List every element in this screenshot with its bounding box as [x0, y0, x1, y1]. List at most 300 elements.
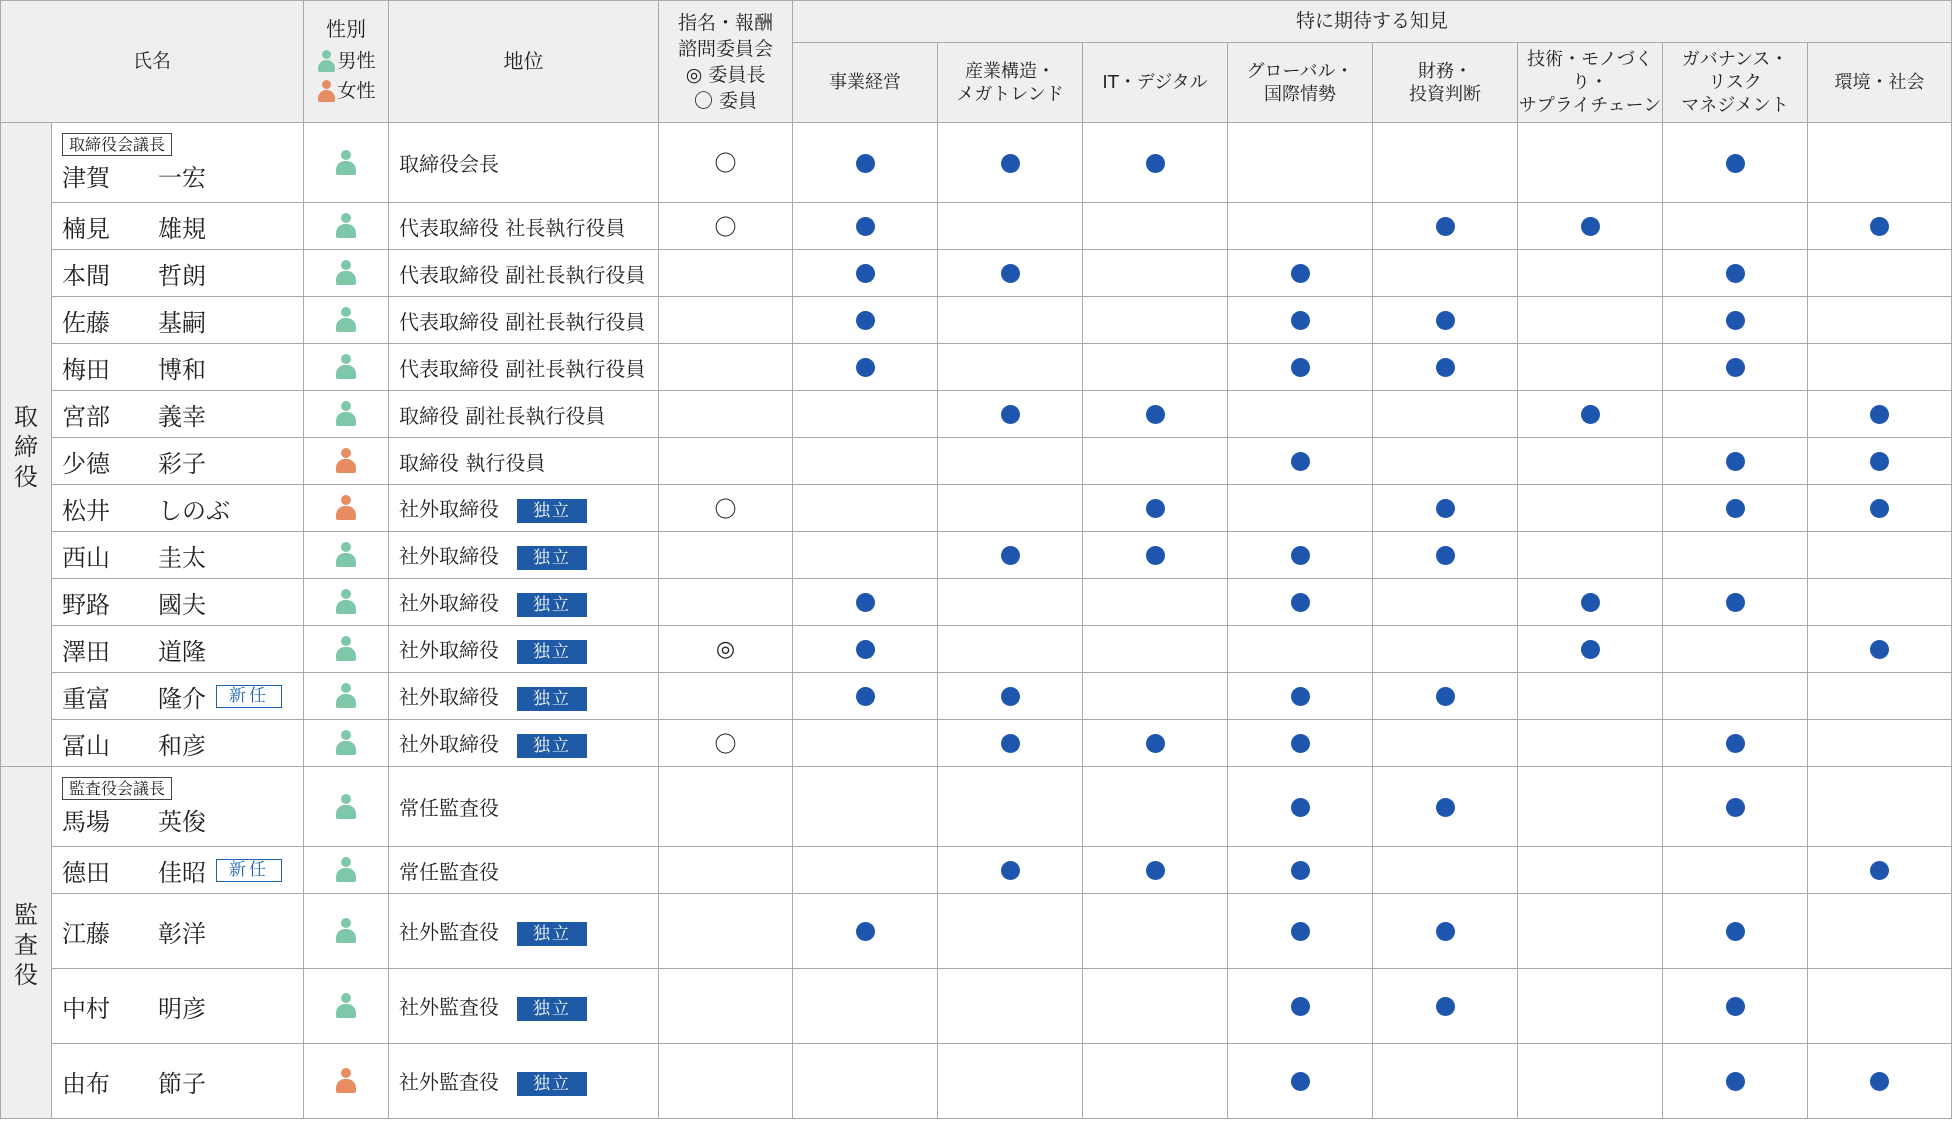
expertise-dot-icon — [1291, 311, 1310, 330]
group-directors: 取締役 — [1, 123, 52, 767]
expertise-cell-4 — [1373, 720, 1518, 767]
female-person-icon — [335, 448, 357, 474]
expertise-cell-6 — [1663, 344, 1808, 391]
position-title: 常任監査役 — [399, 859, 500, 884]
expertise-cell-3 — [1228, 532, 1373, 579]
expertise-cell-3 — [1228, 297, 1373, 344]
header-expertise-col-4: 財務・ 投資判断 — [1373, 43, 1518, 123]
position-cell — [389, 250, 659, 297]
expertise-dot-icon — [1146, 405, 1165, 424]
member-given-name: 隆介 — [158, 684, 206, 713]
expertise-dot-icon — [1001, 154, 1020, 173]
gender-cell — [304, 969, 389, 1044]
expertise-cell-5 — [1518, 579, 1663, 626]
expertise-dot-icon — [856, 264, 875, 283]
expertise-dot-icon — [856, 922, 875, 941]
member-given-name: 節子 — [158, 1069, 206, 1098]
header-name: 氏名 — [1, 1, 304, 123]
member-given-name: 哲朗 — [158, 261, 206, 290]
expertise-cell-3 — [1228, 123, 1373, 203]
member-given-name: 道隆 — [158, 637, 206, 666]
expertise-dot-icon — [1291, 687, 1310, 706]
expertise-cell-4 — [1373, 438, 1518, 485]
legend-female: 女性 — [304, 76, 388, 106]
expertise-dot-icon — [1726, 798, 1745, 817]
expertise-cell-4 — [1373, 969, 1518, 1044]
position-cell — [389, 579, 659, 626]
member-name-cell — [52, 720, 304, 767]
position-cell — [389, 485, 659, 532]
committee-cell — [659, 297, 793, 344]
position-title: 社外取締役 — [399, 497, 500, 522]
expertise-cell-2 — [1083, 203, 1228, 250]
expertise-cell-0 — [793, 123, 938, 203]
committee-cell — [659, 391, 793, 438]
member-name-cell — [52, 969, 304, 1044]
expertise-cell-5 — [1518, 123, 1663, 203]
member-surname: 馬場 — [62, 807, 110, 836]
expertise-cell-1 — [938, 203, 1083, 250]
expertise-cell-3 — [1228, 391, 1373, 438]
expertise-cell-1 — [938, 297, 1083, 344]
committee-cell — [659, 579, 793, 626]
table-row — [1, 767, 1952, 847]
member-surname: 宮部 — [62, 402, 110, 431]
member-name-cell — [52, 767, 304, 847]
expertise-dot-icon — [1001, 734, 1020, 753]
expertise-cell-7 — [1808, 532, 1952, 579]
expertise-dot-icon — [1726, 593, 1745, 612]
expertise-dot-icon — [1291, 358, 1310, 377]
expertise-cell-5 — [1518, 297, 1663, 344]
expertise-dot-icon — [1291, 264, 1310, 283]
expertise-cell-7 — [1808, 894, 1952, 969]
chair-label: 監査役会議長 — [62, 777, 172, 800]
member-name-cell — [52, 1044, 304, 1119]
male-person-icon — [335, 589, 357, 615]
expertise-cell-1 — [938, 767, 1083, 847]
member-surname: 津賀 — [62, 163, 110, 192]
new-badge: 新任 — [216, 859, 282, 882]
female-person-icon — [335, 1068, 357, 1094]
expertise-dot-icon — [1726, 1072, 1745, 1091]
expertise-cell-6 — [1663, 969, 1808, 1044]
header-expertise-col-5: 技術・モノづくり・ サプライチェーン — [1518, 43, 1663, 123]
header-expertise-col-6: ガバナンス・ リスク マネジメント — [1663, 43, 1808, 123]
member-given-name: 佳昭 — [158, 858, 206, 887]
expertise-cell-2 — [1083, 344, 1228, 391]
expertise-cell-7 — [1808, 297, 1952, 344]
expertise-dot-icon — [1870, 861, 1889, 880]
expertise-dot-icon — [856, 358, 875, 377]
gender-cell — [304, 626, 389, 673]
expertise-dot-icon — [1436, 546, 1455, 565]
member-surname: 重富 — [62, 684, 110, 713]
member-surname: 野路 — [62, 590, 110, 619]
committee-cell — [659, 1044, 793, 1119]
header-expertise-col-2: IT・デジタル — [1083, 43, 1228, 123]
expertise-cell-1 — [938, 579, 1083, 626]
expertise-cell-6 — [1663, 485, 1808, 532]
expertise-dot-icon — [1436, 798, 1455, 817]
expertise-cell-5 — [1518, 485, 1663, 532]
committee-cell — [659, 203, 793, 250]
position-cell — [389, 344, 659, 391]
expertise-cell-6 — [1663, 532, 1808, 579]
expertise-cell-7 — [1808, 626, 1952, 673]
position-cell — [389, 847, 659, 894]
position-title: 社外監査役 — [399, 995, 500, 1020]
expertise-cell-6 — [1663, 579, 1808, 626]
expertise-cell-3 — [1228, 847, 1373, 894]
expertise-dot-icon — [1436, 499, 1455, 518]
position-title: 社外取締役 — [399, 685, 500, 710]
expertise-cell-2 — [1083, 767, 1228, 847]
male-person-icon — [335, 730, 357, 756]
expertise-cell-2 — [1083, 894, 1228, 969]
expertise-cell-2 — [1083, 720, 1228, 767]
committee-mark: 〇 — [714, 497, 737, 523]
gender-cell — [304, 391, 389, 438]
position-title: 社外監査役 — [399, 1070, 500, 1095]
member-surname: 西山 — [62, 543, 110, 572]
member-given-name: 基嗣 — [158, 308, 206, 337]
expertise-cell-3 — [1228, 673, 1373, 720]
member-name-cell — [52, 579, 304, 626]
header-gender-label: 性別 — [326, 17, 367, 41]
position-cell — [389, 969, 659, 1044]
expertise-cell-3 — [1228, 894, 1373, 969]
gender-cell — [304, 894, 389, 969]
expertise-cell-7 — [1808, 673, 1952, 720]
member-surname: 德田 — [62, 858, 110, 887]
independent-badge: 独立 — [517, 922, 587, 946]
committee-cell — [659, 485, 793, 532]
expertise-cell-6 — [1663, 1044, 1808, 1119]
male-person-icon — [335, 993, 357, 1019]
expertise-dot-icon — [1146, 499, 1165, 518]
expertise-dot-icon — [1291, 593, 1310, 612]
table-row — [1, 969, 1952, 1044]
position-title: 代表取締役 副社長執行役員 — [399, 262, 646, 287]
expertise-dot-icon — [856, 154, 875, 173]
expertise-cell-6 — [1663, 894, 1808, 969]
male-person-icon — [335, 542, 357, 568]
position-title: 常任監査役 — [399, 796, 500, 820]
expertise-cell-6 — [1663, 123, 1808, 203]
expertise-cell-7 — [1808, 969, 1952, 1044]
member-given-name: 彰洋 — [158, 919, 206, 948]
position-title: 社外取締役 — [399, 638, 500, 663]
position-title: 代表取締役 副社長執行役員 — [399, 356, 646, 381]
expertise-cell-3 — [1228, 720, 1373, 767]
expertise-dot-icon — [1436, 687, 1455, 706]
expertise-dot-icon — [1726, 734, 1745, 753]
expertise-dot-icon — [1726, 154, 1745, 173]
member-given-name: しのぶ — [158, 496, 230, 525]
member-surname: 澤田 — [62, 637, 110, 666]
member-name-cell — [52, 673, 304, 720]
expertise-cell-4 — [1373, 485, 1518, 532]
committee-cell — [659, 767, 793, 847]
independent-badge: 独立 — [517, 997, 587, 1021]
expertise-dot-icon — [856, 311, 875, 330]
member-surname: 本間 — [62, 261, 110, 290]
member-name-cell — [52, 532, 304, 579]
table-row — [1, 579, 1952, 626]
expertise-cell-2 — [1083, 532, 1228, 579]
expertise-cell-6 — [1663, 767, 1808, 847]
male-person-icon — [317, 50, 335, 72]
gender-cell — [304, 532, 389, 579]
expertise-cell-0 — [793, 438, 938, 485]
male-person-icon — [335, 918, 357, 944]
expertise-cell-4 — [1373, 1044, 1518, 1119]
member-surname: 楠見 — [62, 214, 110, 243]
header-committee: 指名・報酬 諮問委員会 ◎ 委員長 〇 委員 — [659, 1, 793, 123]
position-title: 取締役 執行役員 — [399, 450, 546, 475]
expertise-dot-icon — [1726, 358, 1745, 377]
male-person-icon — [335, 260, 357, 286]
expertise-cell-0 — [793, 626, 938, 673]
table-row — [1, 344, 1952, 391]
male-person-icon — [335, 307, 357, 333]
expertise-dot-icon — [856, 687, 875, 706]
header-expertise-col-7: 環境・社会 — [1808, 43, 1952, 123]
expertise-cell-5 — [1518, 344, 1663, 391]
table-row — [1, 720, 1952, 767]
member-surname: 梅田 — [62, 355, 110, 384]
expertise-cell-4 — [1373, 123, 1518, 203]
expertise-dot-icon — [1291, 997, 1310, 1016]
independent-badge: 独立 — [517, 687, 587, 711]
gender-cell — [304, 438, 389, 485]
expertise-cell-2 — [1083, 297, 1228, 344]
gender-cell — [304, 579, 389, 626]
committee-cell — [659, 720, 793, 767]
expertise-cell-4 — [1373, 391, 1518, 438]
committee-cell — [659, 894, 793, 969]
expertise-cell-6 — [1663, 391, 1808, 438]
committee-cell — [659, 673, 793, 720]
gender-cell — [304, 123, 389, 203]
expertise-cell-6 — [1663, 626, 1808, 673]
independent-badge: 独立 — [517, 499, 587, 523]
expertise-cell-0 — [793, 344, 938, 391]
member-name-cell — [52, 485, 304, 532]
expertise-cell-5 — [1518, 673, 1663, 720]
male-person-icon — [335, 683, 357, 709]
expertise-cell-5 — [1518, 203, 1663, 250]
expertise-cell-1 — [938, 438, 1083, 485]
expertise-cell-6 — [1663, 438, 1808, 485]
header-expertise-col-0: 事業経営 — [793, 43, 938, 123]
member-surname: 松井 — [62, 496, 110, 525]
table-row — [1, 1044, 1952, 1119]
gender-cell — [304, 673, 389, 720]
expertise-cell-1 — [938, 344, 1083, 391]
expertise-cell-5 — [1518, 1044, 1663, 1119]
expertise-cell-7 — [1808, 579, 1952, 626]
expertise-dot-icon — [1291, 798, 1310, 817]
expertise-cell-0 — [793, 297, 938, 344]
table-row — [1, 123, 1952, 203]
committee-cell — [659, 847, 793, 894]
member-surname: 江藤 — [62, 919, 110, 948]
expertise-dot-icon — [1581, 405, 1600, 424]
expertise-cell-6 — [1663, 720, 1808, 767]
expertise-dot-icon — [1726, 499, 1745, 518]
expertise-cell-1 — [938, 250, 1083, 297]
member-name-cell — [52, 438, 304, 485]
table-row — [1, 894, 1952, 969]
expertise-dot-icon — [1146, 154, 1165, 173]
position-cell — [389, 894, 659, 969]
expertise-cell-3 — [1228, 969, 1373, 1044]
expertise-cell-7 — [1808, 767, 1952, 847]
position-cell — [389, 626, 659, 673]
expertise-cell-3 — [1228, 579, 1373, 626]
expertise-cell-4 — [1373, 344, 1518, 391]
expertise-cell-5 — [1518, 847, 1663, 894]
position-cell — [389, 123, 659, 203]
expertise-dot-icon — [1001, 264, 1020, 283]
expertise-cell-5 — [1518, 532, 1663, 579]
expertise-cell-0 — [793, 894, 938, 969]
expertise-dot-icon — [1291, 734, 1310, 753]
expertise-cell-0 — [793, 969, 938, 1044]
position-cell — [389, 767, 659, 847]
gender-cell — [304, 250, 389, 297]
expertise-dot-icon — [1726, 311, 1745, 330]
committee-mark: 〇 — [714, 152, 737, 177]
expertise-cell-3 — [1228, 767, 1373, 847]
expertise-cell-3 — [1228, 626, 1373, 673]
expertise-cell-6 — [1663, 203, 1808, 250]
committee-cell — [659, 123, 793, 203]
position-cell — [389, 391, 659, 438]
expertise-cell-6 — [1663, 250, 1808, 297]
expertise-cell-2 — [1083, 626, 1228, 673]
member-given-name: 圭太 — [158, 543, 206, 572]
member-surname: 佐藤 — [62, 308, 110, 337]
expertise-cell-4 — [1373, 673, 1518, 720]
expertise-cell-0 — [793, 532, 938, 579]
gender-cell — [304, 344, 389, 391]
new-badge: 新任 — [216, 685, 282, 708]
expertise-dot-icon — [1870, 499, 1889, 518]
expertise-cell-6 — [1663, 297, 1808, 344]
expertise-cell-0 — [793, 203, 938, 250]
expertise-cell-7 — [1808, 1044, 1952, 1119]
table-row — [1, 626, 1952, 673]
male-person-icon — [335, 213, 357, 239]
expertise-cell-1 — [938, 485, 1083, 532]
expertise-dot-icon — [1436, 311, 1455, 330]
position-title: 取締役会長 — [399, 152, 500, 176]
male-person-icon — [335, 401, 357, 427]
member-given-name: 雄規 — [158, 214, 206, 243]
expertise-cell-0 — [793, 767, 938, 847]
member-given-name: 和彦 — [158, 731, 206, 760]
member-surname: 少德 — [62, 449, 110, 478]
chair-label: 取締役会議長 — [62, 133, 172, 156]
expertise-cell-5 — [1518, 391, 1663, 438]
member-name-cell — [52, 297, 304, 344]
expertise-cell-2 — [1083, 250, 1228, 297]
expertise-cell-0 — [793, 485, 938, 532]
position-title: 社外取締役 — [399, 544, 500, 569]
expertise-dot-icon — [856, 640, 875, 659]
expertise-dot-icon — [1291, 922, 1310, 941]
position-title: 代表取締役 社長執行役員 — [399, 215, 626, 240]
member-given-name: 明彦 — [158, 994, 206, 1023]
member-given-name: 義幸 — [158, 402, 206, 431]
expertise-dot-icon — [1581, 640, 1600, 659]
male-person-icon — [335, 150, 357, 176]
expertise-cell-4 — [1373, 894, 1518, 969]
independent-badge: 独立 — [517, 593, 587, 617]
expertise-cell-2 — [1083, 1044, 1228, 1119]
member-name-cell — [52, 391, 304, 438]
expertise-dot-icon — [1581, 217, 1600, 236]
committee-cell — [659, 969, 793, 1044]
expertise-cell-1 — [938, 673, 1083, 720]
expertise-cell-5 — [1518, 626, 1663, 673]
expertise-dot-icon — [1726, 997, 1745, 1016]
header-expertise-col-3: グローバル・ 国際情勢 — [1228, 43, 1373, 123]
expertise-dot-icon — [1291, 861, 1310, 880]
expertise-cell-1 — [938, 123, 1083, 203]
position-title: 社外取締役 — [399, 732, 500, 757]
expertise-cell-4 — [1373, 847, 1518, 894]
position-cell — [389, 673, 659, 720]
expertise-cell-7 — [1808, 344, 1952, 391]
committee-cell — [659, 438, 793, 485]
expertise-cell-4 — [1373, 626, 1518, 673]
expertise-dot-icon — [1436, 997, 1455, 1016]
expertise-cell-1 — [938, 894, 1083, 969]
expertise-cell-7 — [1808, 391, 1952, 438]
independent-badge: 独立 — [517, 734, 587, 758]
committee-cell — [659, 250, 793, 297]
expertise-cell-5 — [1518, 767, 1663, 847]
expertise-dot-icon — [1291, 452, 1310, 471]
expertise-dot-icon — [1146, 861, 1165, 880]
expertise-cell-3 — [1228, 485, 1373, 532]
expertise-cell-7 — [1808, 203, 1952, 250]
table-row — [1, 391, 1952, 438]
committee-cell — [659, 626, 793, 673]
expertise-dot-icon — [1291, 546, 1310, 565]
gender-cell — [304, 767, 389, 847]
expertise-cell-1 — [938, 1044, 1083, 1119]
gender-cell — [304, 485, 389, 532]
expertise-cell-4 — [1373, 532, 1518, 579]
expertise-cell-2 — [1083, 485, 1228, 532]
expertise-cell-3 — [1228, 1044, 1373, 1119]
expertise-cell-6 — [1663, 673, 1808, 720]
expertise-cell-5 — [1518, 894, 1663, 969]
expertise-dot-icon — [1436, 922, 1455, 941]
position-title: 社外監査役 — [399, 920, 500, 945]
expertise-cell-0 — [793, 1044, 938, 1119]
table-row — [1, 203, 1952, 250]
expertise-dot-icon — [1436, 217, 1455, 236]
table-row — [1, 532, 1952, 579]
table-row — [1, 438, 1952, 485]
expertise-dot-icon — [1870, 217, 1889, 236]
